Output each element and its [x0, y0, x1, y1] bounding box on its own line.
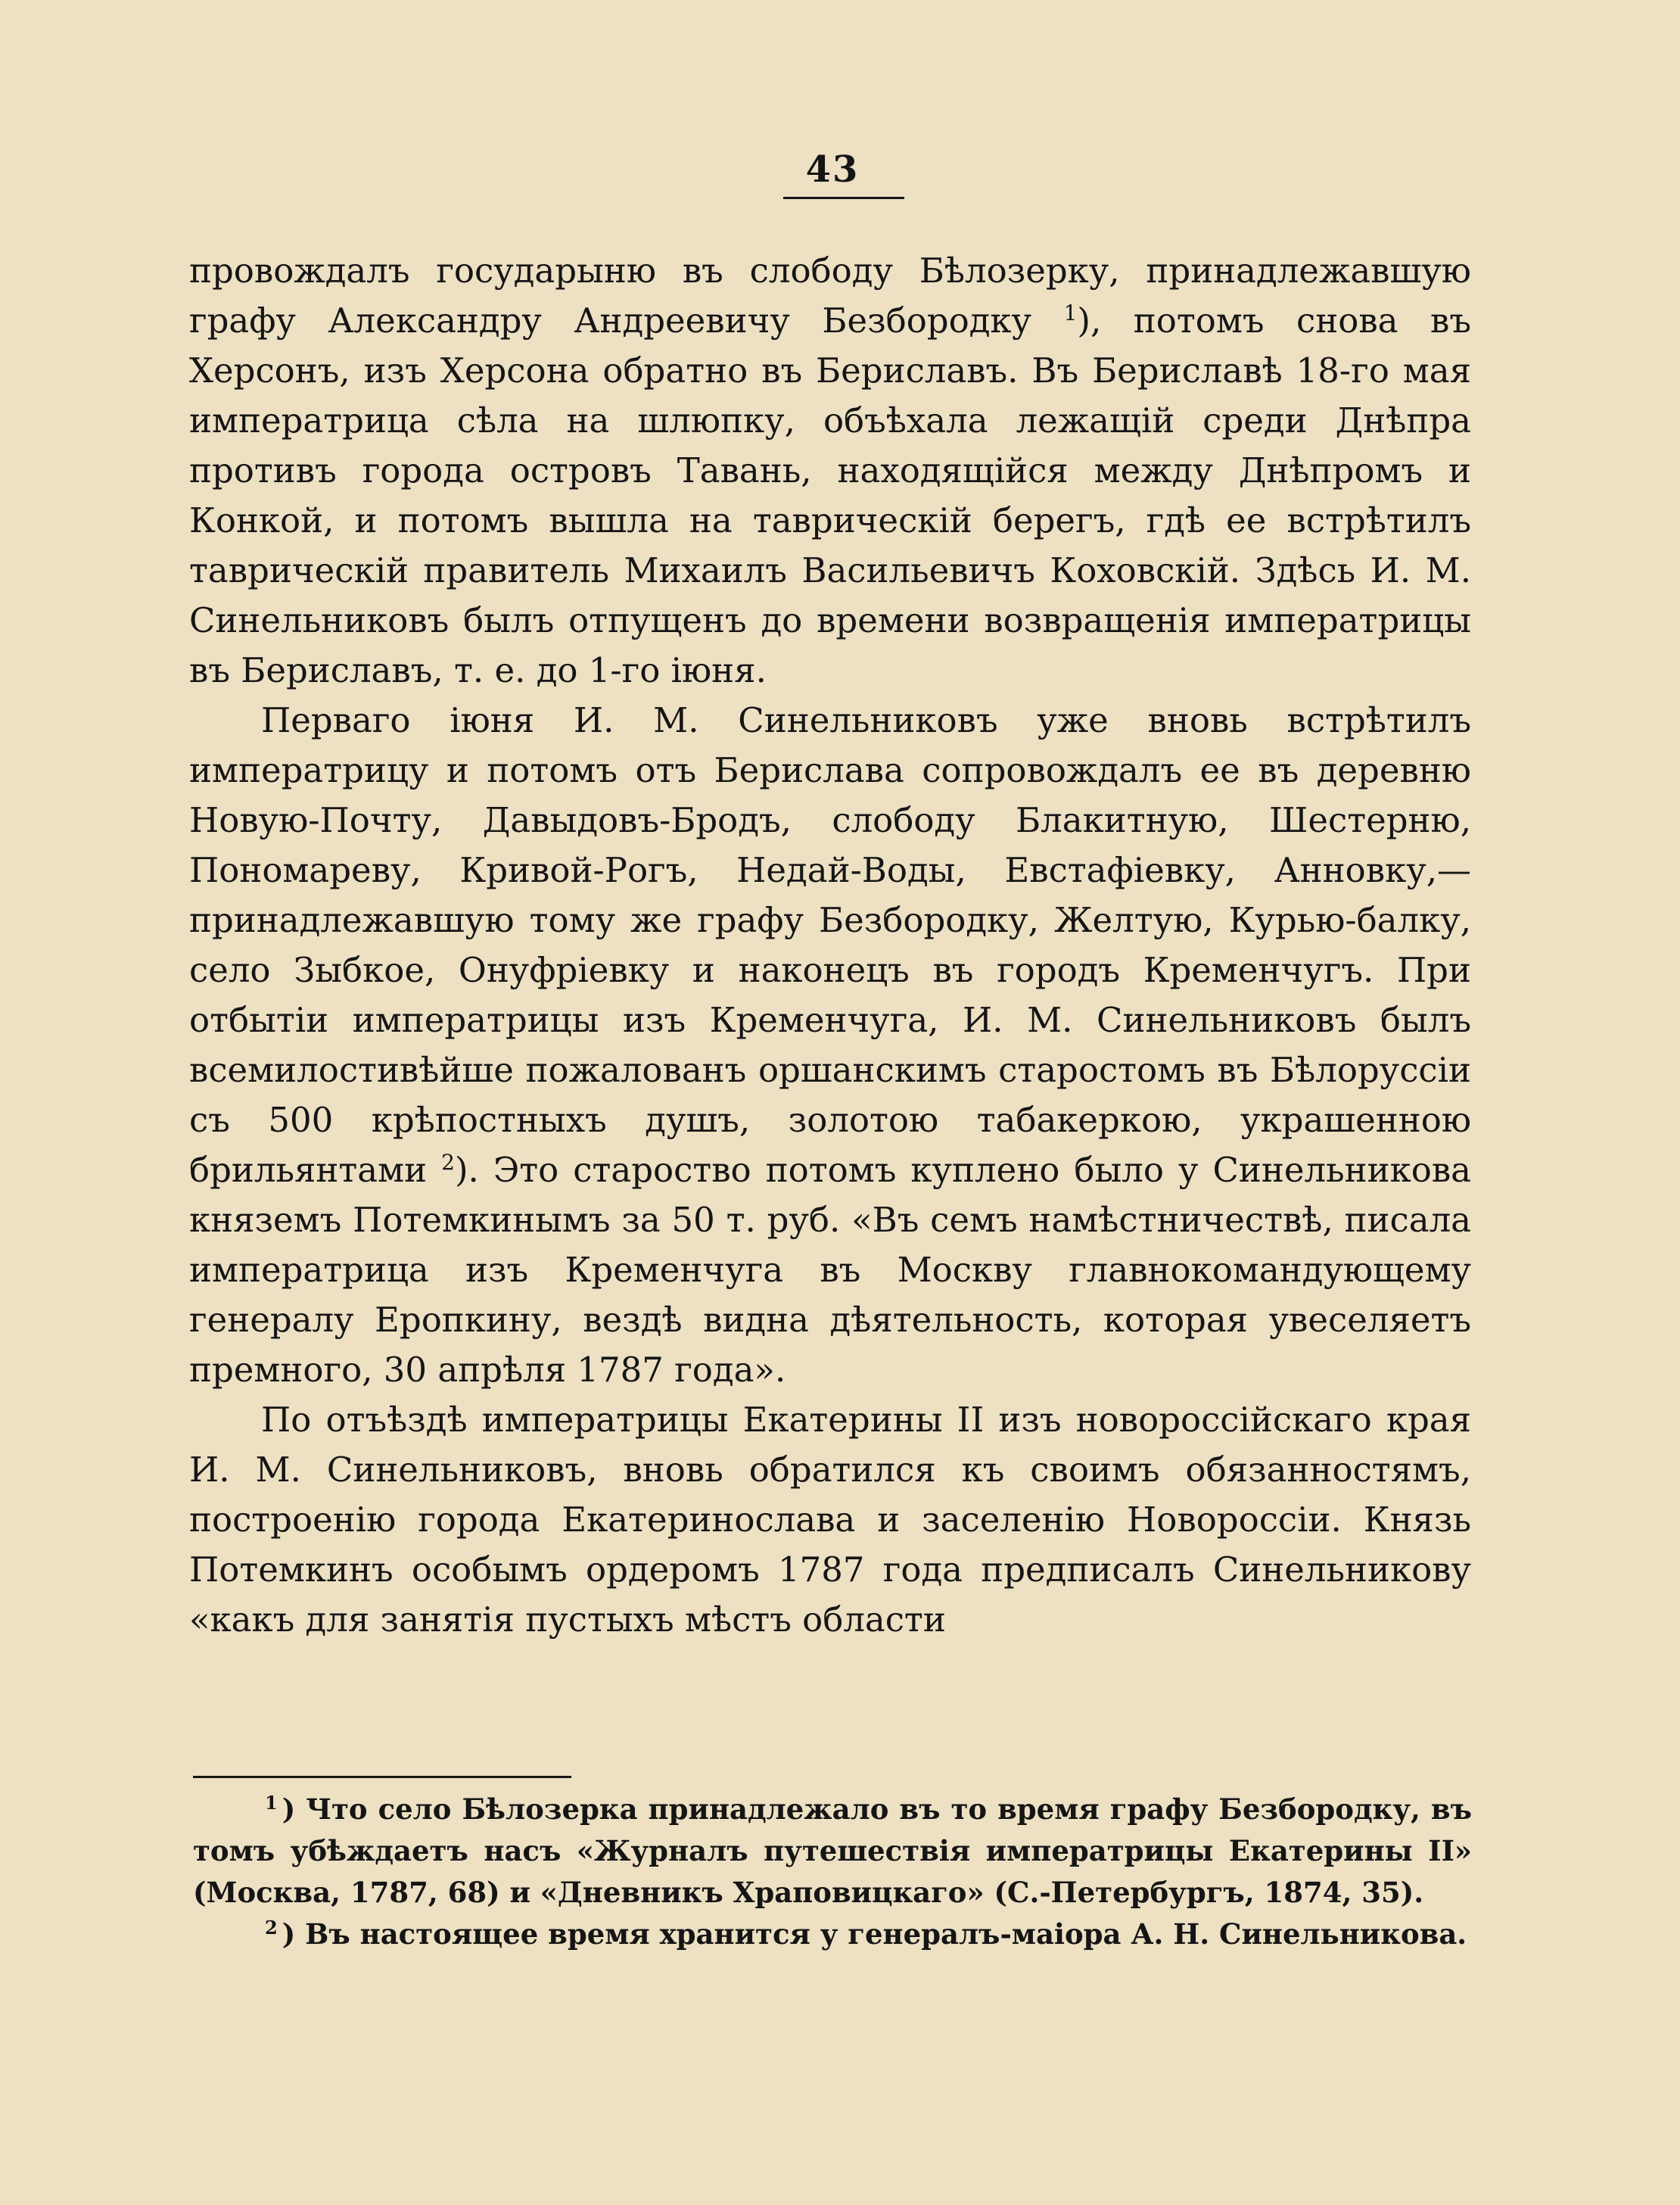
paragraph-1 [189, 246, 1471, 696]
footnote-2-text: ) Въ настоящее время хранится у генералъ-маіора А. Н. Синельникова. [282, 1917, 1467, 1951]
paragraph-1-text-a: провождалъ государыню въ слободу Бѣлозерку, принадлежавшую графу Александру Андреевичу Безбородку [189, 251, 1471, 341]
footnote-ref-1: 1 [1063, 301, 1078, 325]
footnote-1-mark: 1 [265, 1791, 278, 1814]
paragraph-2 [189, 696, 1471, 1395]
footnote-ref-2: 2 [441, 1150, 455, 1175]
paragraph-2-text-b: ). Это староство потомъ куплено было у Синельникова княземъ Потемкинымъ за 50 т. руб. «Въ семъ намѣстничествѣ, писала императрица изъ Кременчуга въ Москву главнокомандующему генералу Еропкину, вездѣ видна дѣятельность, которая увеселяетъ премного, 30 апрѣля 1787 года». [189, 1150, 1472, 1390]
paragraph-2-text-a: Перваго іюня И. М. Синельниковъ уже вновь встрѣтилъ императрицу и потомъ отъ Берислава сопровождалъ ее въ деревню Новую-Почту, Давыдовъ-Бродъ, слободу Блакитную, Шестерню, Пономареву, Кривой-Рогъ, Недай-Воды, Евстафіевку, Анновку,—принадлежавшую тому же графу Безбородку, Желтую, Курью-балку, село Зыбкое, Онуфріевку и наконецъ въ городъ Кременчугъ. При отбытіи императрицы изъ Кременчуга, И. М. Синельниковъ былъ всемилостивѣйше пожалованъ оршанскимъ старостомъ въ Бѣлоруссіи съ 500 крѣпостныхъ душъ, золотою табакеркою, украшенною брильянтами [189, 700, 1471, 1190]
paragraph-1-text-b: ), потомъ снова въ Херсонъ, изъ Херсона обратно въ Бериславъ. Въ Бериславѣ 18-го мая императрица сѣла на шлюпку, объѣхала лежащій среди Днѣпра противъ города островъ Тавань, находящійся между Днѣпромъ и Конкой, и потомъ вышла на таврическій берегъ, гдѣ ее встрѣтилъ таврическій правитель Михаилъ Васильевичъ Коховскій. Здѣсь И. М. Синельниковъ былъ отпущенъ до времени возвращенія императрицы въ Бериславъ, т. е. до 1-го іюня. [189, 301, 1471, 690]
paragraph-3-text: По отъѣздѣ императрицы Екатерины II изъ новороссійскаго края И. М. Синельниковъ, вновь обратился къ своимъ обязанностямъ, построенію города Екатеринослава и заселенію Новороссіи. Князь Потемкинъ особымъ ордеромъ 1787 года предписалъ Синельникову «какъ для занятія пустыхъ мѣстъ области [189, 1400, 1471, 1640]
footnote-rule [193, 1776, 571, 1778]
page-number: 43 [805, 148, 860, 191]
footnote-1 [193, 1789, 1472, 1914]
page-number-rule [783, 197, 904, 199]
footnote-2 [193, 1914, 1472, 1955]
paragraph-3 [189, 1395, 1471, 1645]
footnote-2-mark: 2 [265, 1916, 278, 1939]
body-text [189, 246, 1471, 1645]
footnote-1-text: ) Что село Бѣлозерка принадлежало въ то время графу Безбородку, въ томъ убѣждаетъ насъ «Журналъ путешествія императрицы Екатерины II» (Москва, 1787, 68) и «Дневникъ Храповицкаго» (С.-Петербургъ, 1874, 35). [193, 1792, 1472, 1909]
footnotes [193, 1789, 1472, 1955]
